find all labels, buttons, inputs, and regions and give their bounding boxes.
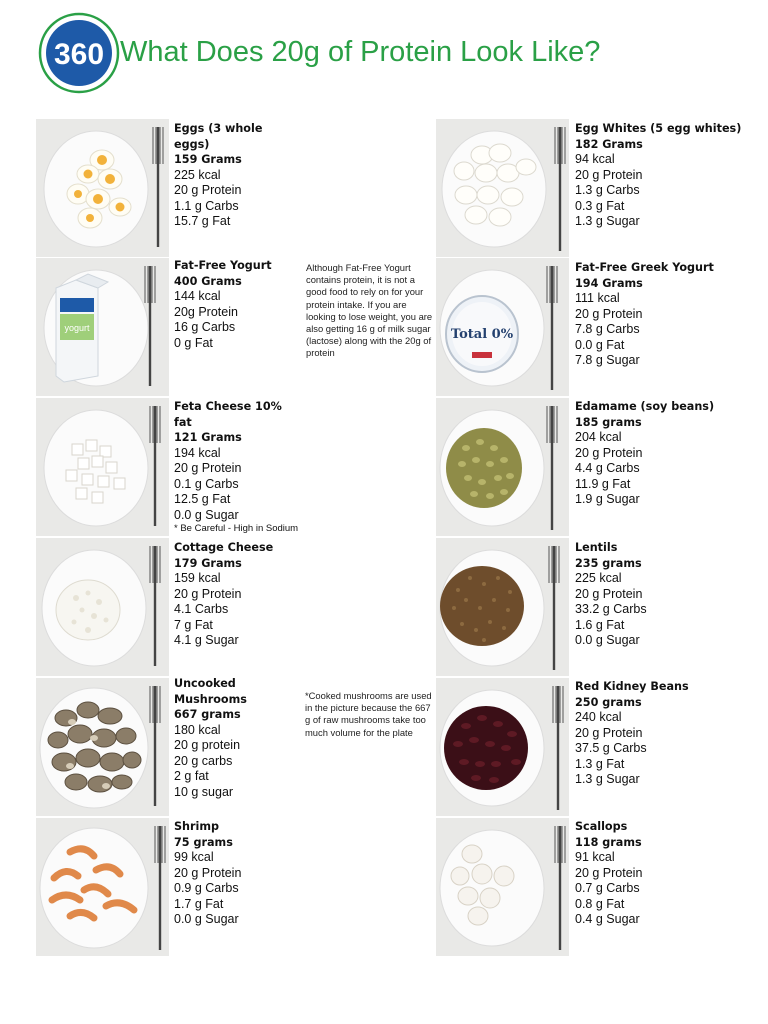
food-amount: 159 Grams bbox=[174, 153, 242, 166]
food-amount: 667 grams bbox=[174, 708, 241, 721]
food-name: Uncooked Mushrooms bbox=[174, 677, 247, 706]
nutrition-line: 0.0 g Sugar bbox=[174, 912, 239, 926]
nutrition-line: 20 g protein bbox=[174, 738, 241, 752]
nutrition-line: 11.9 g Fat bbox=[575, 476, 631, 491]
nutrition-line: 194 kcal bbox=[174, 445, 221, 460]
food-name: Fat-Free Yogurt bbox=[174, 259, 272, 272]
nutrition-line: 240 kcal bbox=[575, 710, 622, 724]
nutrition-line: 91 kcal bbox=[575, 850, 615, 864]
food-name: Eggs (3 whole eggs) bbox=[174, 122, 263, 151]
nutrition-line: 20 g Protein bbox=[575, 167, 643, 182]
nutrition-line: 15.7 g Fat bbox=[174, 214, 231, 228]
yogurt-carton-label: yogurt bbox=[64, 323, 90, 333]
nutrition-line: 159 kcal bbox=[174, 571, 221, 585]
nutrition-line: 0.9 g Carbs bbox=[174, 881, 239, 895]
nutrition-line: 33.2 g Carbs bbox=[575, 602, 647, 616]
nutrition-line: 111 kcal bbox=[575, 291, 620, 305]
logo-360-icon bbox=[38, 12, 120, 94]
nutrition-line: 20 g Protein bbox=[575, 306, 643, 321]
info-scallops bbox=[575, 819, 755, 928]
nutrition-line: 1.1 g Carbs bbox=[174, 198, 239, 213]
nutrition-line: 20 g Protein bbox=[575, 445, 643, 460]
page-header bbox=[38, 12, 738, 102]
info-egg-whites bbox=[575, 121, 755, 230]
photo-kidney-beans bbox=[436, 678, 569, 816]
nutrition-line: 20 g Protein bbox=[174, 586, 242, 601]
food-amount: 118 grams bbox=[575, 835, 642, 849]
photo-lentils bbox=[436, 538, 569, 676]
food-name: Feta Cheese 10% fat bbox=[174, 400, 282, 429]
food-amount: 185 grams bbox=[575, 415, 642, 429]
food-amount: 179 Grams bbox=[174, 556, 242, 570]
nutrition-line: 1.3 g Fat bbox=[575, 756, 625, 771]
photo-feta bbox=[36, 398, 169, 536]
food-amount: 400 Grams bbox=[174, 274, 242, 288]
greek-yogurt-lid-label: Total 0% bbox=[450, 327, 514, 342]
nutrition-line: 1.6 g Fat bbox=[575, 617, 625, 632]
info-fat-free-yogurt bbox=[174, 258, 299, 351]
info-lentils bbox=[575, 540, 755, 649]
photo-greek-yogurt bbox=[436, 258, 569, 396]
nutrition-line: 0.0 g Sugar bbox=[575, 633, 640, 647]
food-name: Lentils bbox=[575, 541, 618, 554]
nutrition-line: 16 g Carbs bbox=[174, 320, 236, 334]
nutrition-line: 1.3 g Sugar bbox=[575, 214, 640, 228]
sodium-warning: * Be Careful - High in Sodium bbox=[174, 523, 299, 534]
nutrition-line: 0 g Fat bbox=[174, 335, 213, 350]
photo-scallops bbox=[436, 818, 569, 956]
food-amount: 121 Grams bbox=[174, 431, 242, 444]
food-name: Shrimp bbox=[174, 820, 220, 833]
nutrition-line: 94 kcal bbox=[575, 152, 615, 166]
food-name: Fat-Free Greek Yogurt bbox=[575, 261, 714, 274]
nutrition-line: 180 kcal bbox=[174, 722, 221, 737]
nutrition-line: 20 g Protein bbox=[575, 865, 643, 880]
nutrition-line: 1.3 g Sugar bbox=[575, 772, 640, 786]
photo-cottage-cheese bbox=[36, 538, 169, 676]
photo-eggs bbox=[36, 119, 169, 257]
photo-fat-free-yogurt bbox=[36, 258, 169, 396]
nutrition-line: 20 g Protein bbox=[575, 725, 643, 740]
info-mushrooms bbox=[174, 676, 299, 800]
nutrition-line: 20 g Protein bbox=[174, 865, 242, 880]
nutrition-line: 7 g Fat bbox=[174, 617, 213, 632]
food-amount: 235 grams bbox=[575, 556, 642, 570]
food-amount: 194 Grams bbox=[575, 276, 643, 290]
nutrition-line: 1.7 g Fat bbox=[174, 896, 224, 911]
nutrition-line: 20 g carbs bbox=[174, 753, 233, 768]
nutrition-line: 0.0 g Sugar bbox=[174, 507, 239, 522]
nutrition-line: 1.9 g Sugar bbox=[575, 492, 640, 506]
info-greek-yogurt bbox=[575, 260, 755, 369]
nutrition-line: 144 kcal bbox=[174, 289, 221, 303]
info-kidney-beans bbox=[575, 679, 755, 788]
nutrition-line: 204 kcal bbox=[575, 430, 622, 444]
photo-shrimp bbox=[36, 818, 169, 956]
nutrition-line: 0.1 g Carbs bbox=[174, 476, 239, 491]
food-name: Egg Whites (5 egg whites) bbox=[575, 122, 742, 135]
nutrition-line: 4.1 g Sugar bbox=[174, 633, 239, 647]
food-name: Scallops bbox=[575, 820, 628, 833]
food-name: Red Kidney Beans bbox=[575, 680, 689, 693]
nutrition-line: 20 g Protein bbox=[174, 461, 242, 475]
nutrition-line: 20 g Protein bbox=[174, 183, 242, 197]
info-feta bbox=[174, 399, 299, 535]
nutrition-line: 20 g Protein bbox=[575, 586, 643, 601]
nutrition-line: 99 kcal bbox=[174, 850, 214, 864]
nutrition-line: 1.3 g Carbs bbox=[575, 183, 640, 197]
nutrition-line: 0.0 g Fat bbox=[575, 337, 625, 352]
mushrooms-side-note: *Cooked mushrooms are used in the picture because the 667 g of raw mushrooms take too much volume for the plate bbox=[305, 690, 432, 738]
food-name: Edamame (soy beans) bbox=[575, 400, 715, 413]
nutrition-line: 4.1 Carbs bbox=[174, 602, 229, 616]
nutrition-line: 7.8 g Carbs bbox=[575, 322, 640, 336]
info-cottage-cheese bbox=[174, 540, 299, 649]
yogurt-side-note: Although Fat-Free Yogurt contains protein, it is not a good food to rely on for your protein intake. If you are looking to lose weight, you are also getting 16 g of milk sugar (lactose) along with the 20g of protein bbox=[306, 262, 433, 359]
photo-edamame bbox=[436, 398, 569, 536]
food-amount: 75 grams bbox=[174, 835, 233, 849]
info-eggs bbox=[174, 121, 299, 230]
food-name: Cottage Cheese bbox=[174, 541, 274, 554]
nutrition-line: 2 g fat bbox=[174, 769, 209, 783]
nutrition-line: 0.7 g Carbs bbox=[575, 881, 640, 895]
nutrition-line: 20g Protein bbox=[174, 304, 238, 319]
nutrition-line: 0.8 g Fat bbox=[575, 896, 625, 911]
photo-egg-whites bbox=[436, 119, 569, 257]
nutrition-line: 225 kcal bbox=[174, 167, 221, 182]
logo-text: 360 bbox=[53, 38, 105, 71]
nutrition-line: 37.5 g Carbs bbox=[575, 741, 647, 755]
nutrition-line: 4.4 g Carbs bbox=[575, 461, 640, 475]
nutrition-line: 7.8 g Sugar bbox=[575, 353, 640, 367]
nutrition-line: 12.5 g Fat bbox=[174, 492, 231, 506]
info-shrimp bbox=[174, 819, 299, 928]
nutrition-line: 0.3 g Fat bbox=[575, 198, 625, 213]
food-amount: 250 grams bbox=[575, 695, 642, 709]
photo-mushrooms bbox=[36, 678, 169, 816]
info-edamame bbox=[575, 399, 755, 508]
page-title: What Does 20g of Protein Look Like? bbox=[120, 36, 601, 68]
nutrition-line: 0.4 g Sugar bbox=[575, 912, 640, 926]
nutrition-line: 225 kcal bbox=[575, 571, 622, 585]
food-amount: 182 Grams bbox=[575, 137, 643, 151]
nutrition-line: 10 g sugar bbox=[174, 784, 234, 799]
